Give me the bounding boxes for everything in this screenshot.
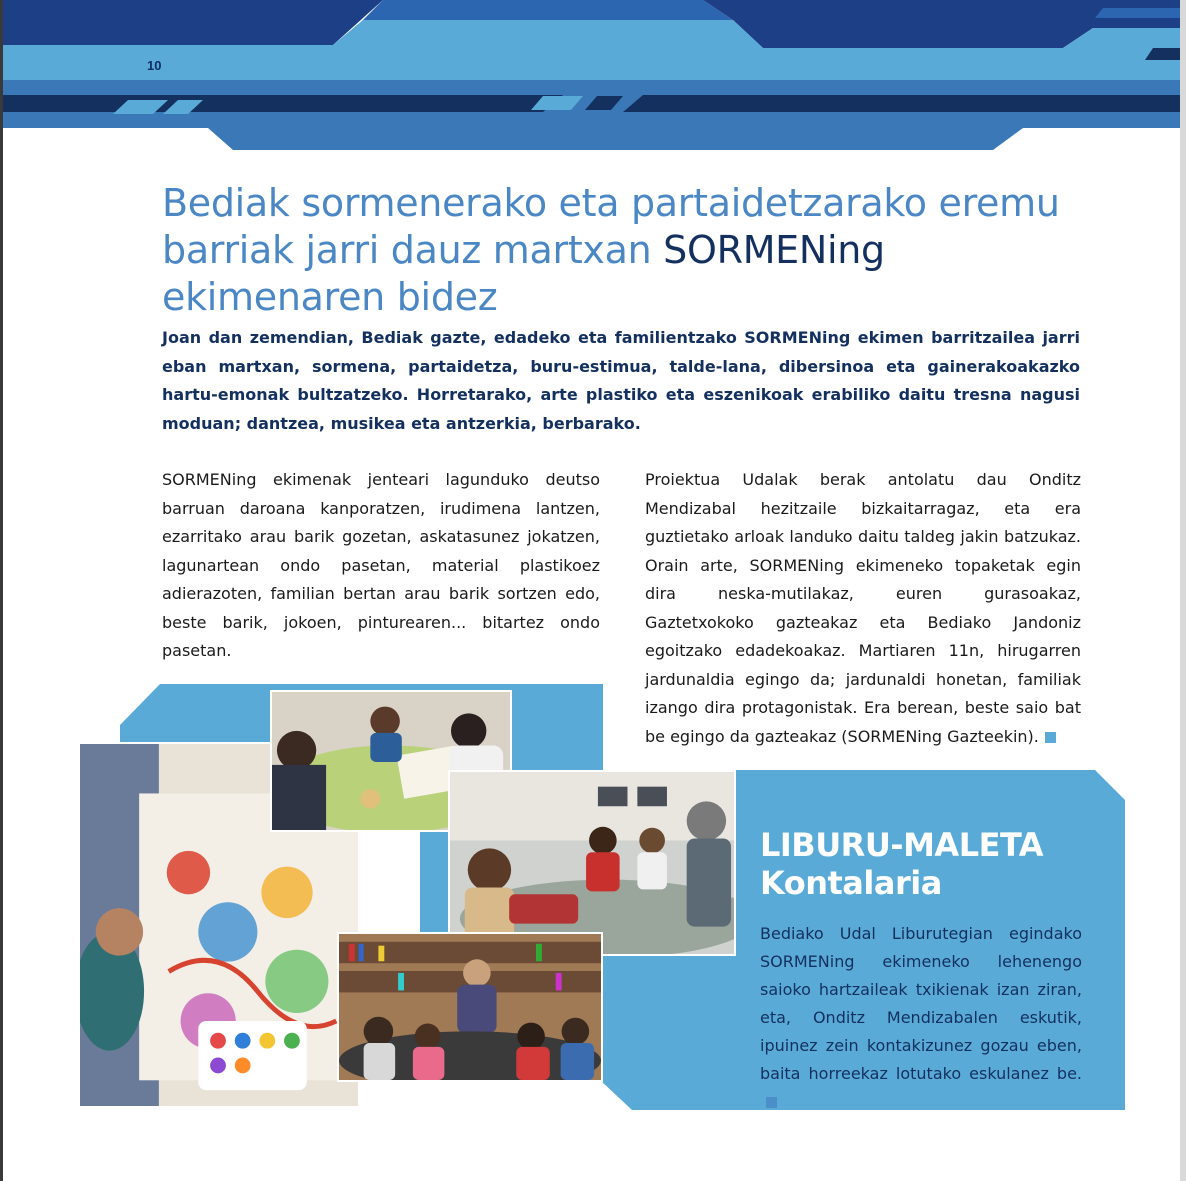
photo-circle-session: [448, 770, 736, 956]
page-number: 10: [147, 58, 162, 73]
sidebar-title: [760, 826, 1043, 902]
sidebar-body-text: Bediako Udal Liburutegian egindako SORMENing ekimeneko lehenengo saioko hartzaileak txikienak izan ziran, eta, Onditz Mendizabalen eskutik, ipuinez zein kontakizunez gozau eben, baita horreekaz lotutako eskulanez be.: [760, 924, 1082, 1083]
title-text-start: Bediak sormenerako eta partaidetzarako eremu barriak jarri dauz martxan: [162, 181, 1060, 272]
title-text-end: ekimenaren bidez: [162, 275, 498, 319]
sidebar-end-mark-icon: [766, 1097, 777, 1108]
body-column-1: SORMENing ekimenak jenteari lagunduko deutso barruan daroana kanporatzen, irudimena lantzen, ezarritako arau barik gozetan, askatasunez jokatzen, lagunartean ondo pasetan, material plastikoez adierazoten, familian bertan arau barik sortzen edo, beste barik, jokoen, pinturearen... bitartez ondo pasetan.: [162, 470, 600, 660]
lead-paragraph: Joan dan zemendian, Bediak gazte, edadeko eta familientzako SORMENing ekimen barritzailea jarri eban martxan, sormena, partaidetza, buru-estimua, talde-lana, dibersinoa eta gainerakoakazko hartu-emonak bultzatzeko. Horretarako, arte plastiko eta eszenikoak erabiliko daitu tresna nagusi moduan; dantzea, musikea eta antzerkia, berbarako.: [162, 328, 1080, 433]
title-brand: SORMENing: [663, 228, 885, 272]
sidebar-title-line1: LIBURU-MALETA: [760, 826, 1044, 864]
photo-library-storytelling: [337, 932, 603, 1082]
sidebar-body: [760, 920, 1082, 1116]
sidebar-title-line2: Kontalaria: [760, 864, 942, 902]
body-column-2-text: Proiektua Udalak berak antolatu dau Onditz Mendizabal hezitzaile bizkaitarragaz, eta era guztietako arloak landuko daitu taldeg jakin batzukaz. Orain arte, SORMENing ekimeneko topaketak egin dira neska-mutilakaz, euren gurasoakaz, Gaztetxokoko gazteakaz eta Bediako Jandoniz egoitzako edadekoakaz. Martiaren 11n, hirugarren jardunaldia egingo da; jardunaldi honetan, familiak izango dira protagonistak. Era berean, beste saio bat be egingo da gazteakaz (SORMENing Gazteekin).: [645, 470, 1081, 746]
